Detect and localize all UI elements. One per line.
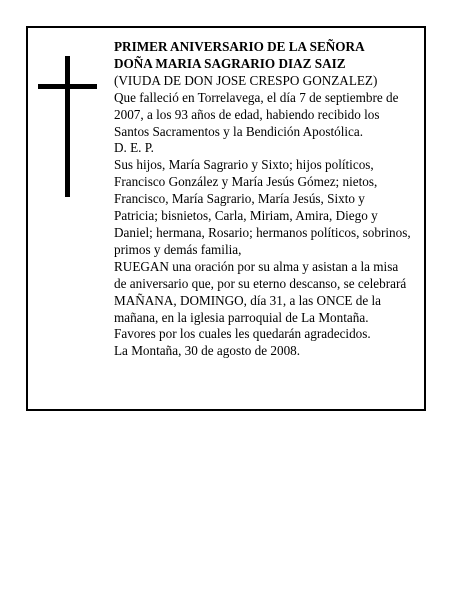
mass-request-line-4: mañana, en la iglesia parroquial de La Montaña. [114,309,369,325]
cross-vertical-bar [65,56,70,197]
death-details-line-2: 2007, a los 93 años de edad, habiendo recibido los [114,106,380,122]
family-line-3: Francisco, María Sagrario, María Jesús, Sixto y [114,191,365,207]
notice-text [114,39,422,360]
mass-request-line-2: de aniversario que, por su eterno descanso, se celebrará [114,275,407,291]
deceased-name: DOÑA MARIA SAGRARIO DIAZ SAIZ [114,55,346,71]
notice-title: PRIMER ANIVERSARIO DE LA SEÑORA [114,39,365,54]
family-line-4: Patricia; bisnietos, Carla, Miriam, Amira, Diego y [114,208,378,224]
place-date-line: La Montaña, 30 de agosto de 2008. [114,343,301,359]
death-details-line-1: Que falleció en Torrelavega, el día 7 de septiembre de [114,89,399,105]
mass-request-line-1: RUEGAN una oración por su alma y asistan a la misa [114,258,399,274]
family-line-2: Francisco González y María Jesús Gómez; nietos, [114,174,378,190]
dep-abbreviation: D. E. P. [114,140,154,156]
mass-request-line-3: MAÑANA, DOMINGO, día 31, a las ONCE de la [114,292,382,308]
widow-note: (VIUDA DE DON JOSE CRESPO GONZALEZ) [114,72,378,88]
family-line-6: primos y demás familia, [114,241,242,257]
cross-horizontal-bar [38,84,97,89]
thanks-line: Favores por los cuales les quedarán agradecidos. [114,326,371,342]
family-line-1: Sus hijos, María Sagrario y Sixto; hijos políticos, [114,157,374,173]
family-line-5: Daniel; hermana, Rosario; hermanos políticos, sobrinos, [114,224,411,240]
death-details-line-3: Santos Sacramentos y la Bendición Apostólica. [114,123,364,139]
